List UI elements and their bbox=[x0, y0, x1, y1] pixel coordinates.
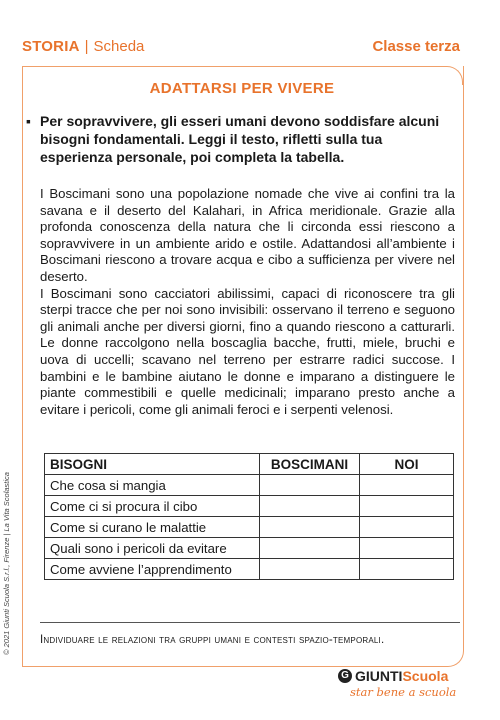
header-boscimani: BOSCIMANI bbox=[260, 454, 360, 475]
noi-answer-cell[interactable] bbox=[360, 496, 454, 517]
sheet-type-label: Scheda bbox=[93, 38, 145, 55]
noi-answer-cell[interactable] bbox=[360, 517, 454, 538]
frame-top-border bbox=[22, 66, 445, 67]
copyright-notice: © 2021 Giunti Scuola S.r.l., Firenze | La Vita Scolastica bbox=[2, 472, 11, 655]
instruction bbox=[26, 112, 440, 166]
giunti-scuola-logo bbox=[338, 668, 458, 708]
need-cell: Come avviene l’apprendimento bbox=[45, 559, 260, 580]
paragraph: I Boscimani sono cacciatori abilissimi, capaci di riconoscere tra gli sterpi tracce che per noi sono invisibili: osservano il terreno e seguono gli animali anche per diversi giorni, fino a quando riescono a catturarli. Le donne raccolgono nella boscaglia bacche, frutti, miele, bruchi e uova di uccelli; scavano nel terreno per estrarre radici succose. I bambini e le bambine aiutano le donne e imparano a distinguere le piante commestibili e quelle medicinali; imparano presto anche a evitare i pericoli, come gli animali feroci e i serpenti velenosi. bbox=[40, 285, 455, 417]
boscimani-answer-cell[interactable] bbox=[260, 475, 360, 496]
noi-answer-cell[interactable] bbox=[360, 559, 454, 580]
paragraph: I Boscimani sono una popolazione nomade che vive ai confini tra la savana e il deserto del Kalahari, in Africa meridionale. Grazie alla profonda conoscenza della natura che li circonda essi riescono a sopravvivere in un ambiente arido e ostile. Adattandosi all’ambiente i Boscimani riescono a trovare acqua e cibo a sufficienza per vivere nel deserto. bbox=[40, 186, 455, 284]
header-left bbox=[22, 38, 144, 55]
subject-label: STORIA bbox=[22, 38, 80, 55]
table-row bbox=[45, 475, 454, 496]
noi-answer-cell[interactable] bbox=[360, 475, 454, 496]
grade-label: Classe terza bbox=[372, 38, 460, 55]
header-noi: NOI bbox=[360, 454, 454, 475]
logo-tagline: star bene a scuola bbox=[350, 685, 457, 699]
header-bisogni: BISOGNI bbox=[45, 454, 260, 475]
table-row bbox=[45, 517, 454, 538]
need-cell: Quali sono i pericoli da evitare bbox=[45, 538, 260, 559]
logo-brand-a: GIUNTI bbox=[355, 668, 403, 684]
page-header bbox=[22, 38, 460, 62]
noi-answer-cell[interactable] bbox=[360, 538, 454, 559]
giunti-logo-icon: G bbox=[338, 669, 352, 683]
need-cell: Come si curano le malattie bbox=[45, 517, 260, 538]
boscimani-answer-cell[interactable] bbox=[260, 538, 360, 559]
boscimani-answer-cell[interactable] bbox=[260, 496, 360, 517]
logo-brand-b: Scuola bbox=[402, 668, 449, 684]
instruction-text: Per sopravvivere, gli esseri umani devono soddisfare alcuni bisogni fondamentali. Leggi il testo, rifletti sulla tua esperienza personale, poi completa la tabella. bbox=[40, 113, 440, 165]
worksheet-title: ADATTARSI PER VIVERE bbox=[149, 80, 335, 97]
need-cell: Come ci si procura il cibo bbox=[45, 496, 260, 517]
boscimani-answer-cell[interactable] bbox=[260, 517, 360, 538]
bullet-icon: ▪ bbox=[26, 113, 31, 129]
need-cell: Che cosa si mangia bbox=[45, 475, 260, 496]
header-separator: | bbox=[84, 38, 89, 55]
table-row bbox=[45, 559, 454, 580]
reading-text bbox=[40, 186, 455, 418]
table-header-row bbox=[45, 454, 454, 475]
logo-brand bbox=[338, 668, 458, 684]
learning-objective: Individuare le relazioni tra gruppi umani e contesti spazio-temporali. bbox=[40, 634, 385, 646]
needs-table bbox=[44, 453, 454, 580]
table-row bbox=[45, 496, 454, 517]
footer-divider bbox=[40, 622, 460, 623]
table-row bbox=[45, 538, 454, 559]
boscimani-answer-cell[interactable] bbox=[260, 559, 360, 580]
